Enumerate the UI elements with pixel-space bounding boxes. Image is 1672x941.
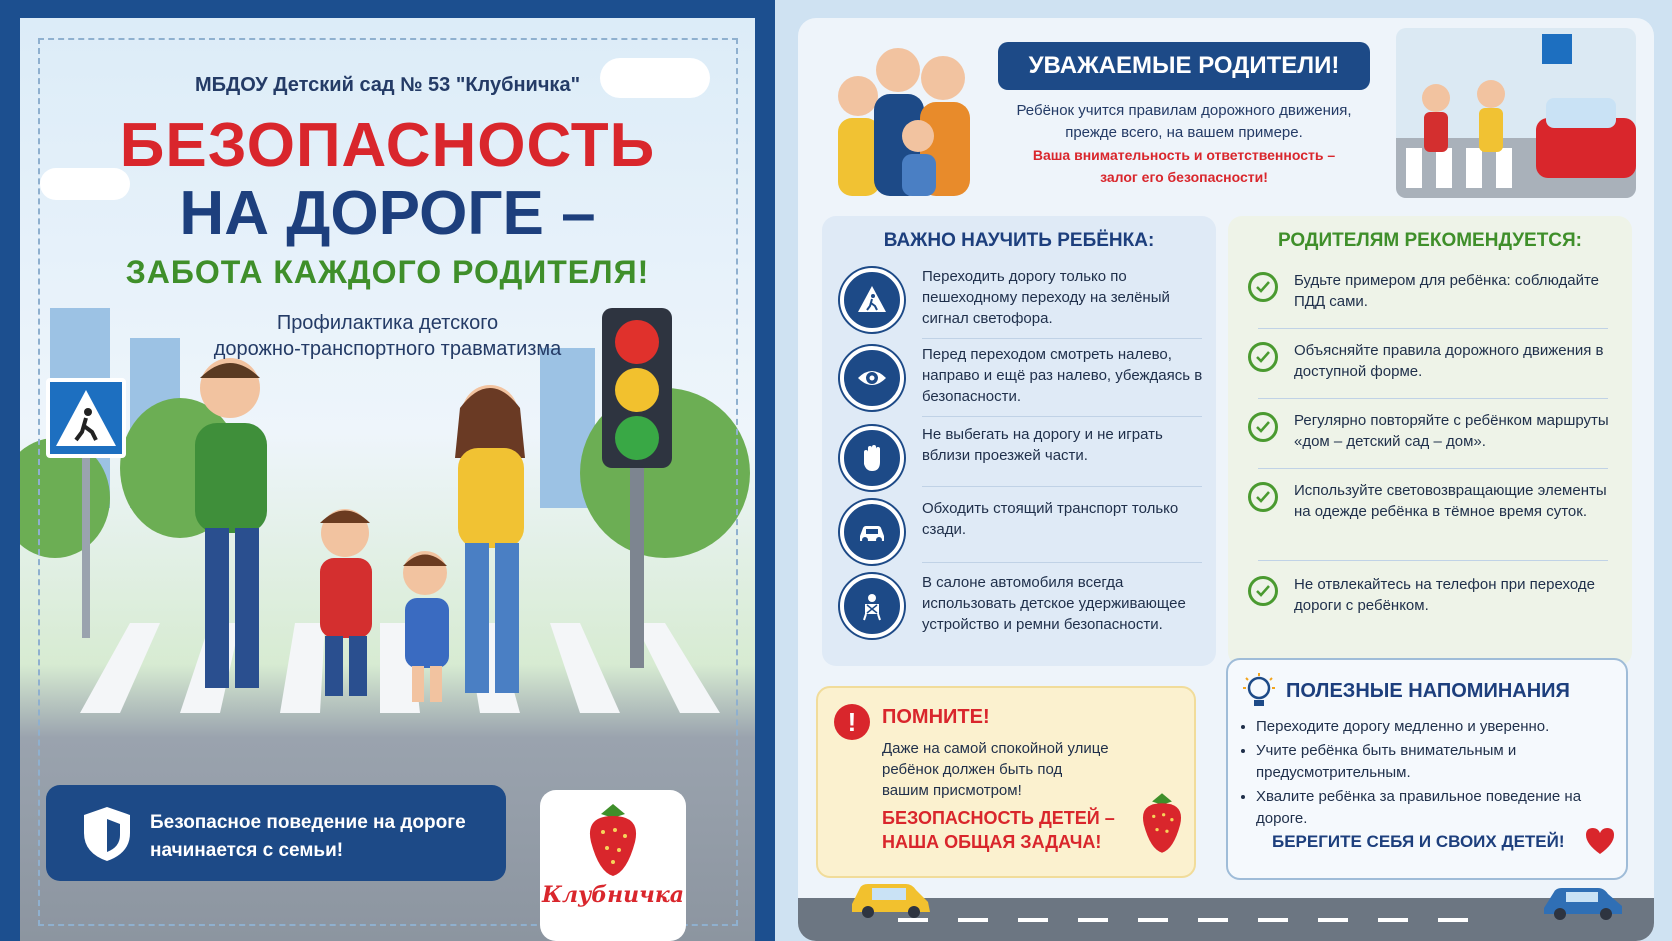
kids-crossing-illustration bbox=[1396, 28, 1636, 198]
learn-text: В салоне автомобиля всегда использовать детское удерживающее устройство и ремни безопасности. bbox=[922, 574, 1186, 633]
learn-title: ВАЖНО НАУЧИТЬ РЕБЁНКА: bbox=[883, 230, 1155, 251]
divider bbox=[1258, 398, 1608, 399]
logo-name: Клубничка bbox=[541, 882, 685, 908]
learn-item bbox=[834, 568, 1206, 660]
divider bbox=[1258, 328, 1608, 329]
recommend-text: Используйте световозвращающие элементы на одежде ребёнка в тёмное время суток. bbox=[1294, 482, 1607, 520]
remember-title: ПОМНИТЕ! bbox=[882, 706, 990, 728]
useful-list bbox=[1256, 716, 1616, 832]
left-poster bbox=[0, 0, 775, 941]
remember-box bbox=[816, 686, 1196, 878]
learn-text: Перед переходом смотреть налево, направо и ещё раз налево, убеждаясь в безопасности. bbox=[922, 346, 1203, 405]
checkmark-icon bbox=[1248, 482, 1278, 512]
header-line-2: прежде всего, на вашем примере. bbox=[1065, 124, 1303, 141]
useful-reminders bbox=[1226, 658, 1628, 880]
kindergarten-name: МБДОУ Детский сад № 53 "Клубничка" bbox=[194, 74, 581, 96]
car-icon bbox=[840, 500, 904, 564]
learn-item bbox=[834, 420, 1206, 496]
lightbulb-icon bbox=[1242, 672, 1276, 712]
recommend-item bbox=[1244, 572, 1624, 642]
banner-line-2: начинается с семьи! bbox=[150, 840, 344, 861]
remember-slogan-line-2: НАША ОБЩАЯ ЗАДАЧА! bbox=[882, 832, 1102, 852]
title-line-2: НА ДОРОГЕ – bbox=[179, 179, 596, 248]
list-item: • Учите ребёнка быть внимательным и предусмотрительным. bbox=[1256, 740, 1616, 784]
useful-footer: БЕРЕГИТЕ СЕБЯ И СВОИХ ДЕТЕЙ! bbox=[1272, 832, 1565, 851]
hand-stop-icon bbox=[840, 426, 904, 490]
checkmark-icon bbox=[1248, 272, 1278, 302]
logo bbox=[540, 790, 686, 941]
learn-text: Обходить стоящий транспорт только сзади. bbox=[922, 500, 1179, 538]
recommend-text: Не отвлекайтесь на телефон при переходе дороги с ребёнком. bbox=[1294, 576, 1595, 614]
remember-slogan-line-1: БЕЗОПАСНОСТЬ ДЕТЕЙ – bbox=[882, 808, 1115, 828]
strawberry-icon bbox=[1134, 790, 1190, 856]
strawberry-icon bbox=[583, 800, 643, 880]
checkmark-icon bbox=[1248, 342, 1278, 372]
pedestrian-crossing-icon bbox=[840, 268, 904, 332]
remember-text: Даже на самой спокойной улице ребёнок должен быть под вашим присмотром! bbox=[882, 740, 1109, 799]
recommend-item bbox=[1244, 478, 1624, 558]
learn-section bbox=[822, 216, 1216, 666]
header-title: УВАЖАЕМЫЕ РОДИТЕЛИ! bbox=[998, 42, 1370, 90]
divider bbox=[922, 486, 1202, 487]
learn-item bbox=[834, 262, 1206, 338]
list-item: • Переходите дорогу медленно и уверенно. bbox=[1256, 716, 1616, 738]
recommend-title: РОДИТЕЛЯМ РЕКОМЕНДУЕТСЯ: bbox=[1277, 230, 1583, 251]
child-seat-icon bbox=[840, 574, 904, 638]
learn-text: Не выбегать на дорогу и не играть вблизи проезжей части. bbox=[922, 426, 1163, 464]
banner-text bbox=[150, 809, 490, 865]
shield-icon bbox=[80, 805, 134, 863]
divider bbox=[1258, 468, 1608, 469]
title-line-3: ЗАБОТА КАЖДОГО РОДИТЕЛЯ! bbox=[125, 254, 650, 290]
learn-item bbox=[834, 340, 1206, 416]
blue-car-icon bbox=[1538, 880, 1628, 920]
family-banner bbox=[46, 785, 506, 881]
subtitle-line-1: Профилактика детского bbox=[276, 312, 499, 334]
recommend-text: Будьте примером для ребёнка: соблюдайте ПДД сами. bbox=[1294, 272, 1600, 310]
header-red-line-1: Ваша внимательность и ответственность – bbox=[1032, 147, 1336, 163]
useful-title: ПОЛЕЗНЫЕ НАПОМИНАНИЯ bbox=[1286, 680, 1570, 702]
yellow-car-icon bbox=[846, 874, 936, 918]
eye-icon bbox=[840, 346, 904, 410]
divider bbox=[922, 338, 1202, 339]
divider bbox=[1258, 560, 1608, 561]
header-red-text bbox=[998, 144, 1370, 188]
exclamation-icon: ! bbox=[834, 704, 870, 740]
header-text bbox=[998, 100, 1370, 144]
list-item: • Хвалите ребёнка за правильное поведение на дороге. bbox=[1256, 786, 1616, 830]
header-red-line-2: залог его безопасности! bbox=[1100, 169, 1268, 185]
banner-line-1: Безопасное поведение на дороге bbox=[150, 812, 466, 833]
recommend-text: Объясняйте правила дорожного движения в доступной форме. bbox=[1294, 342, 1604, 380]
title-line-1: БЕЗОПАСНОСТЬ bbox=[119, 111, 656, 180]
checkmark-icon bbox=[1248, 412, 1278, 442]
parents-illustration bbox=[818, 36, 988, 196]
right-poster bbox=[798, 18, 1654, 941]
subtitle-line-2: дорожно-транспортного травматизма bbox=[213, 338, 562, 360]
learn-item bbox=[834, 494, 1206, 570]
heart-icon bbox=[1584, 826, 1616, 856]
remember-slogan bbox=[882, 806, 1122, 854]
header-line-1: Ребёнок учится правилам дорожного движения, bbox=[1016, 102, 1352, 119]
learn-text: Переходить дорогу только по пешеходному переходу на зелёный сигнал светофора. bbox=[922, 268, 1170, 327]
divider bbox=[922, 416, 1202, 417]
divider bbox=[922, 562, 1202, 563]
recommend-section bbox=[1228, 216, 1632, 666]
recommend-text: Регулярно повторяйте с ребёнком маршруты «дом – детский сад – дом». bbox=[1294, 412, 1609, 450]
checkmark-icon bbox=[1248, 576, 1278, 606]
